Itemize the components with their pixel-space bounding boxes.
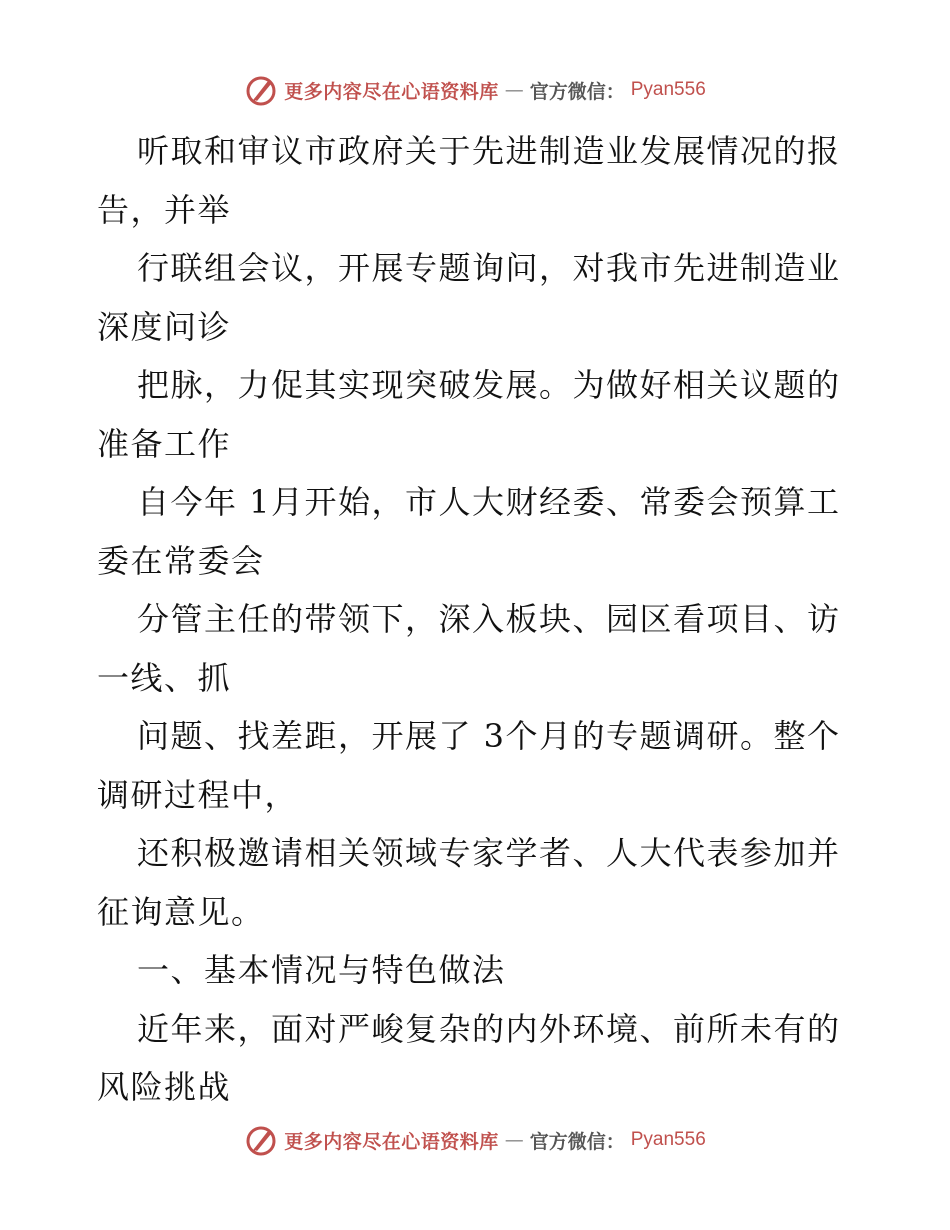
watermark-text: 更多内容尽在心语资料库 (284, 1130, 499, 1153)
quill-pen-logo-icon (244, 1123, 278, 1157)
footer-watermark (0, 1120, 950, 1160)
paragraph: 还积极邀请相关领域专家学者、人大代表参加并征询意见。 (97, 834, 841, 931)
watermark-wechat-id: Pyan556 (630, 1129, 706, 1150)
paragraph: 把脉，力促其实现突破发展。为做好相关议题的准备工作 (97, 366, 841, 463)
paragraph: 自今年 1月开始，市人大财经委、常委会预算工委在常委会 (97, 483, 841, 580)
watermark-wechat-id: Pyan556 (630, 79, 706, 100)
document-body (97, 122, 857, 1117)
watermark-separator: — (504, 79, 524, 101)
paragraph: 近年来，面对严峻复杂的内外环境、前所未有的风险挑战 (97, 1009, 841, 1106)
paragraph: 行联组会议，开展专题询问，对我市先进制造业深度问诊 (97, 249, 841, 346)
watermark-subtitle: 官方微信： (529, 1130, 625, 1153)
quill-pen-logo-icon (244, 73, 278, 107)
watermark-text: 更多内容尽在心语资料库 (284, 80, 499, 103)
section-heading: 一、基本情况与特色做法 (137, 951, 506, 989)
watermark-subtitle: 官方微信： (529, 80, 625, 103)
paragraph: 分管主任的带领下，深入板块、园区看项目、访一线、抓 (97, 600, 841, 697)
paragraph: 问题、找差距，开展了 3个月的专题调研。整个调研过程中， (97, 717, 841, 814)
paragraph: 听取和审议市政府关于先进制造业发展情况的报告，并举 (97, 132, 841, 229)
header-watermark (0, 70, 950, 110)
watermark-separator: — (504, 1129, 524, 1151)
